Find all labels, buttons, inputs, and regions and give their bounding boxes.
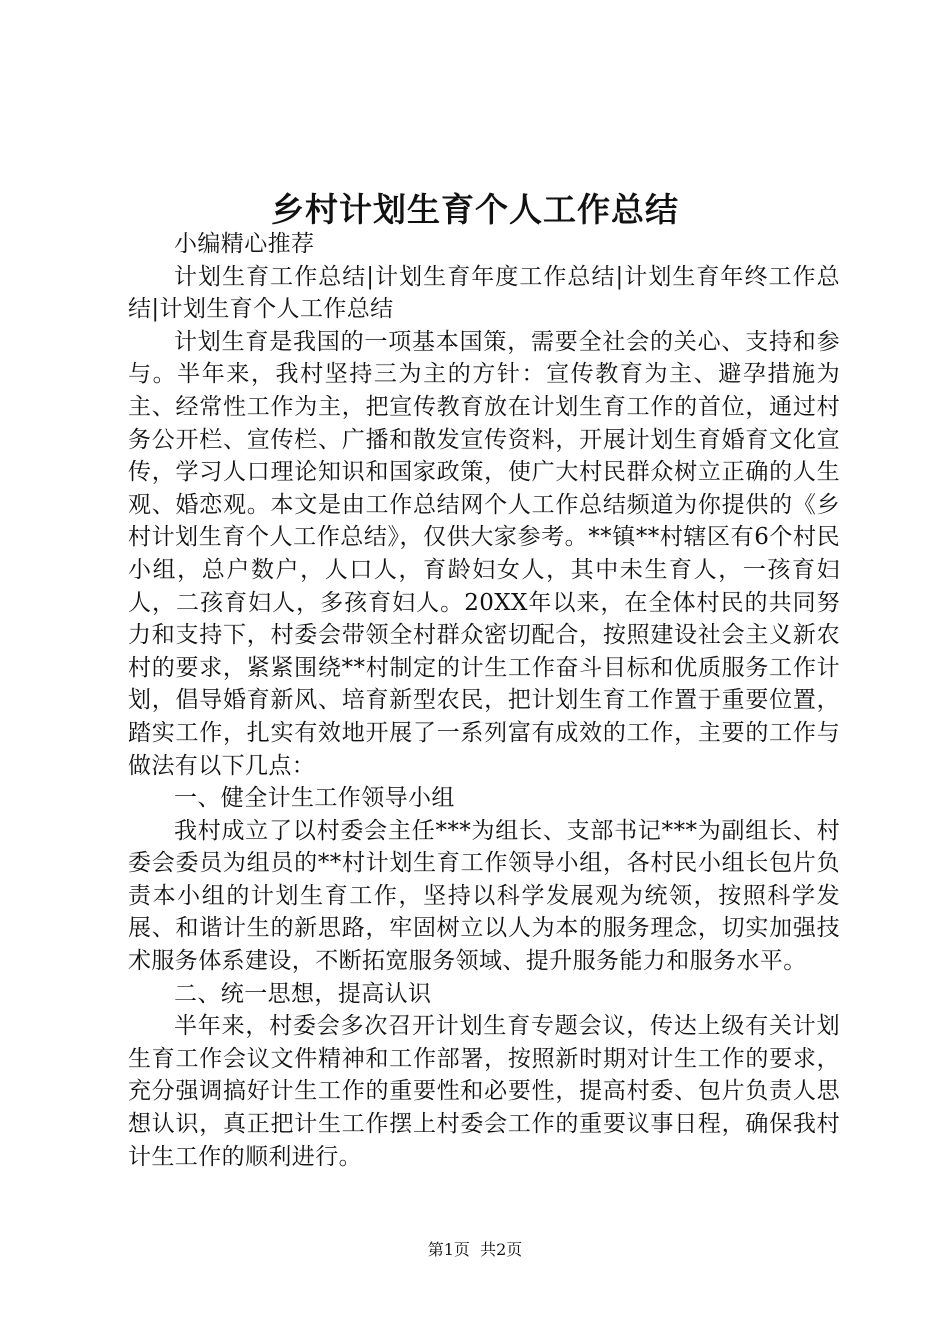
document-body (128, 228, 840, 1173)
section-paragraph-2: 半年来，村委会多次召开计划生育专题会议，传达上级有关计划生育工作会议文件精神和工作部署，按照新时期对计生工作的要求，充分强调搞好计生工作的重要性和必要性，提高村委、包片负责人思想认识，真正把计生工作摆上村委会工作的重要议事日程，确保我村计生工作的顺利进行。 (128, 1013, 840, 1170)
page-total: 共2页 (480, 1240, 523, 1259)
section-heading-1: 一、健全计生工作领导小组 (174, 785, 455, 812)
document-title: 乡村计划生育个人工作总结 (271, 190, 679, 229)
page-number: 第1页 (427, 1240, 470, 1259)
page-footer (0, 1238, 950, 1262)
recommendation-line: 小编精心推荐 (174, 231, 315, 257)
section-paragraph-1: 我村成立了以村委会主任***为组长、支部书记***为副组长、村委会委员为组员的**村计划生育工作领导小组，各村民小组长包片负责本小组的计划生育工作，坚持以科学发展观为统领，按照科学发展、和谐计生的新思路，牢固树立以人为本的服务理念，切实加强技术服务体系建设，不断拓宽服务领域、提升服务能力和服务水平。 (128, 817, 840, 975)
intro-paragraph: 计划生育是我国的一项基本国策，需要全社会的关心、支持和参与。半年来，我村坚持三为主的方针：宣传教育为主、避孕措施为主、经常性工作为主，把宣传教育放在计划生育工作的首位，通过村务公开栏、宣传栏、广播和散发宣传资料，开展计划生育婚育文化宣传，学习人口理论知识和国家政策，使广大村民群众树立正确的人生观、婚恋观。本文是由工作总结网个人工作总结频道为你提供的《乡村计划生育个人工作总结》，仅供大家参考。**镇**村辖区有6个村民小组，总户数户，人口人，育龄妇女人，其中未生育人，一孩育妇人，二孩育妇人，多孩育妇人。20XX年以来，在全体村民的共同努力和支持下，村委会带领全村群众密切配合，按照建设社会主义新农村的要求，紧紧围绕**村制定的计生工作奋斗目标和优质服务工作计划，倡导婚育新风、培育新型农民，把计划生育工作置于重要位置，踏实工作，扎实有效地开展了一系列富有成效的工作，主要的工作与做法有以下几点： (128, 328, 840, 779)
related-topics-line: 计划生育工作总结|计划生育年度工作总结|计划生育年终工作总结|计划生育个人工作总结 (128, 263, 840, 323)
section-heading-2: 二、统一思想，提高认识 (174, 980, 432, 1007)
